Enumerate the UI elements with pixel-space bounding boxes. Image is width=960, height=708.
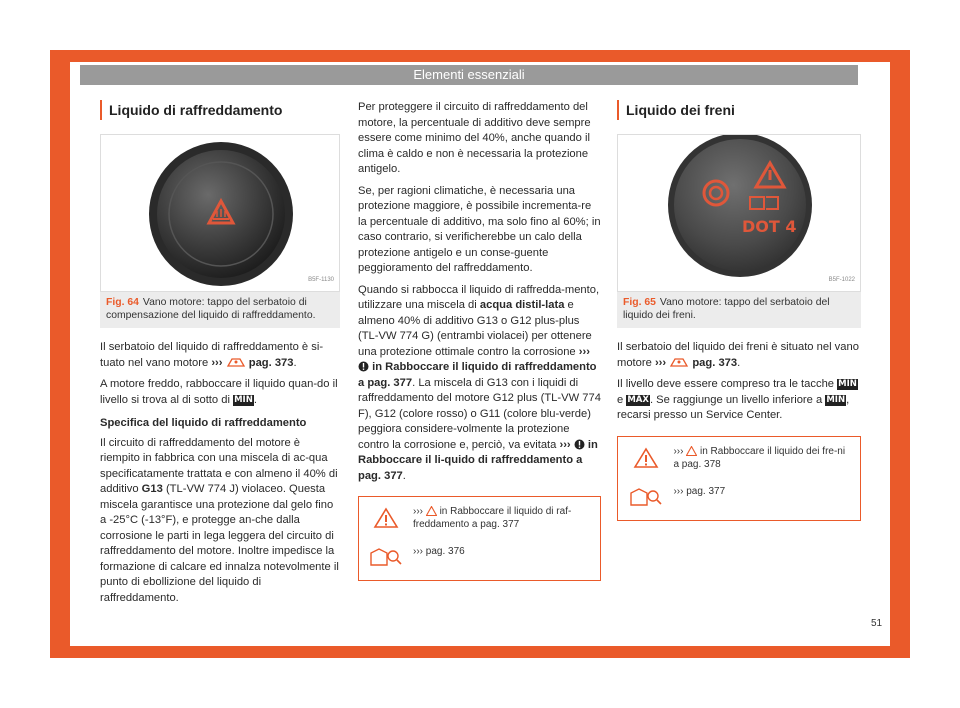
page-number: 51 <box>871 618 883 629</box>
section-title-coolant: Liquido di raffreddamento <box>100 100 340 120</box>
engine-bay-icon <box>226 356 246 368</box>
figure-label: Fig. 65 <box>623 297 656 308</box>
figure-brake-cap <box>617 134 861 292</box>
info-circle-icon <box>358 361 369 372</box>
chapter-header: Elementi essenziali <box>80 65 858 85</box>
warning-ref[interactable] <box>673 445 852 471</box>
note-ref[interactable]: ››› pag. 376 <box>413 546 465 557</box>
text: . Se raggiunge un livello inferiore a <box>649 393 823 406</box>
info-circle-icon <box>574 439 585 450</box>
ref-arrows: ››› <box>654 356 667 369</box>
warning-box <box>617 436 861 521</box>
warning-text <box>673 445 852 512</box>
paragraph <box>100 377 340 408</box>
figure-caption <box>617 292 861 328</box>
text: . <box>737 356 741 369</box>
paragraph <box>617 377 861 424</box>
paragraph <box>100 436 340 607</box>
text: , recarsi presso un Service Center. <box>617 393 850 421</box>
text: A motore freddo, rabboccare il liquido quan-do il livello si trova al di sotto di <box>100 378 338 406</box>
figure-coolant-cap <box>100 134 340 292</box>
paragraph: Se, per ragioni climatiche, è necessaria una protezione maggiore, è possibile incrementa-re la percentuale di additivo, ma solo fino al 60%; in caso contrario, si verificherebbe un calo della protezione antigelo e un conse-guente peggioramento del raffreddamento. <box>358 184 601 274</box>
brake-cap-image <box>618 135 861 292</box>
text: . La miscela di G13 con i liquidi di raffreddamento del motore G12 plus (TL-VW 774 F), G12 (colore rosso) o G11 (colore blu-verde) peggiora considere-volmente la protezione contro la corrosione e, perciò, va evitata <box>358 376 601 451</box>
warning-ref[interactable] <box>413 505 592 531</box>
warning-icons <box>628 445 663 512</box>
ref-arrows: ››› <box>673 445 684 457</box>
caption-text: Vano motore: tappo del serbatoio del liquido dei freni. <box>623 297 830 321</box>
text: e <box>617 393 624 406</box>
cross-reference-link[interactable]: in Rabboccare il liquido di raffreddamento a pag. 377 <box>358 361 597 389</box>
paragraph <box>617 340 861 371</box>
figure-label: Fig. 64 <box>106 297 139 308</box>
cross-reference-link[interactable]: in Rabboccare il li-quido di raffreddamento a pag. 377 <box>358 438 598 482</box>
dot4-label: DOT 4 <box>742 217 797 236</box>
page-link[interactable]: pag. 373 <box>692 356 738 369</box>
warning-ref-text: in Rabboccare il liquido di raf-freddamento a pag. 377 <box>413 506 572 530</box>
text: Il circuito di raffreddamento del motore è riempito in fabbrica con una miscela di ac-qua specificatamente trattata e con almeno il 40% di additivo <box>100 436 338 495</box>
ref-arrows: ››› <box>211 356 223 369</box>
text: . <box>253 393 257 406</box>
min-badge: MIN <box>826 394 846 405</box>
paragraph <box>100 340 340 371</box>
text-bold: acqua distil-lata <box>479 299 565 311</box>
text: e almeno 40% di additivo G13 o G12 plus-plus (TL-VW 774 G) (entrambi violacei) per ottenere una protezione ottimale contro la corrosione <box>358 299 592 358</box>
engine-bay-icon <box>669 356 689 368</box>
text: Il serbatoio del liquido di raffreddamento è si-tuato nel vano motore <box>100 341 324 369</box>
text: Il serbatoio del liquido dei freni è situato nel vano motore <box>617 341 859 369</box>
max-badge: MAX <box>627 394 649 405</box>
warning-box <box>358 496 601 581</box>
text: (TL-VW 774 J) violaceo. Questa miscela garantisce una protezione dal gelo fino a -25°C (-13°F), e protegge an-che dalla corrosione le parti in lega leggera del circuito di raffreddamento del motore. Inoltre impedisce la formazione di calcare ed innalza notevolmente il punto di ebollizione del liquido di raffreddamento. <box>100 483 339 604</box>
warning-small-icon <box>686 446 697 456</box>
section-title-brake-fluid: Liquido dei freni <box>617 100 861 120</box>
warning-triangle-icon <box>373 507 399 529</box>
environment-note-icon <box>369 545 403 567</box>
text: Quando si rabbocca il liquido di raffredda-mento, utilizzare una miscela di <box>358 283 600 311</box>
caption-text: Vano motore: tappo del serbatoio di compensazione del liquido di raffreddamento. <box>106 297 316 321</box>
min-badge: MIN <box>838 379 857 389</box>
figure-code: B5F-1022 <box>828 276 855 283</box>
note-ref[interactable]: ››› pag. 377 <box>673 485 726 497</box>
warning-text <box>413 505 592 572</box>
warning-ref-text: in Rabboccare il liquido dei fre-ni a pag. 378 <box>673 445 846 470</box>
column-coolant-cont <box>358 100 601 581</box>
coolant-cap-image <box>101 135 340 292</box>
column-brake-fluid <box>617 100 861 521</box>
paragraph: Per proteggere il circuito di raffreddamento del motore, la percentuale di additivo deve sempre essere come minimo del 40%, anche quando il clima è caldo e non è necessaria la protezione antigelo. <box>358 101 591 175</box>
text: . <box>293 356 297 369</box>
subheading: Specifica del liquido di raffreddamento <box>100 417 307 429</box>
figure-caption <box>100 292 340 328</box>
warning-small-icon <box>426 506 437 516</box>
min-badge: MIN <box>234 394 253 405</box>
paragraph <box>358 283 601 485</box>
text: . <box>402 469 406 482</box>
environment-note-icon <box>629 485 663 507</box>
figure-code: B5F-1130 <box>308 276 334 283</box>
ref-arrows: ››› <box>413 506 423 517</box>
text-bold: G13 <box>141 483 163 495</box>
ref-arrows: ››› <box>559 438 571 451</box>
warning-icons <box>369 505 403 572</box>
warning-triangle-icon <box>633 447 659 469</box>
column-coolant <box>100 100 340 612</box>
text: Il livello deve essere compreso tra le tacche <box>617 378 835 390</box>
page-link[interactable]: pag. 373 <box>248 356 294 369</box>
ref-arrows: ››› <box>578 345 590 358</box>
